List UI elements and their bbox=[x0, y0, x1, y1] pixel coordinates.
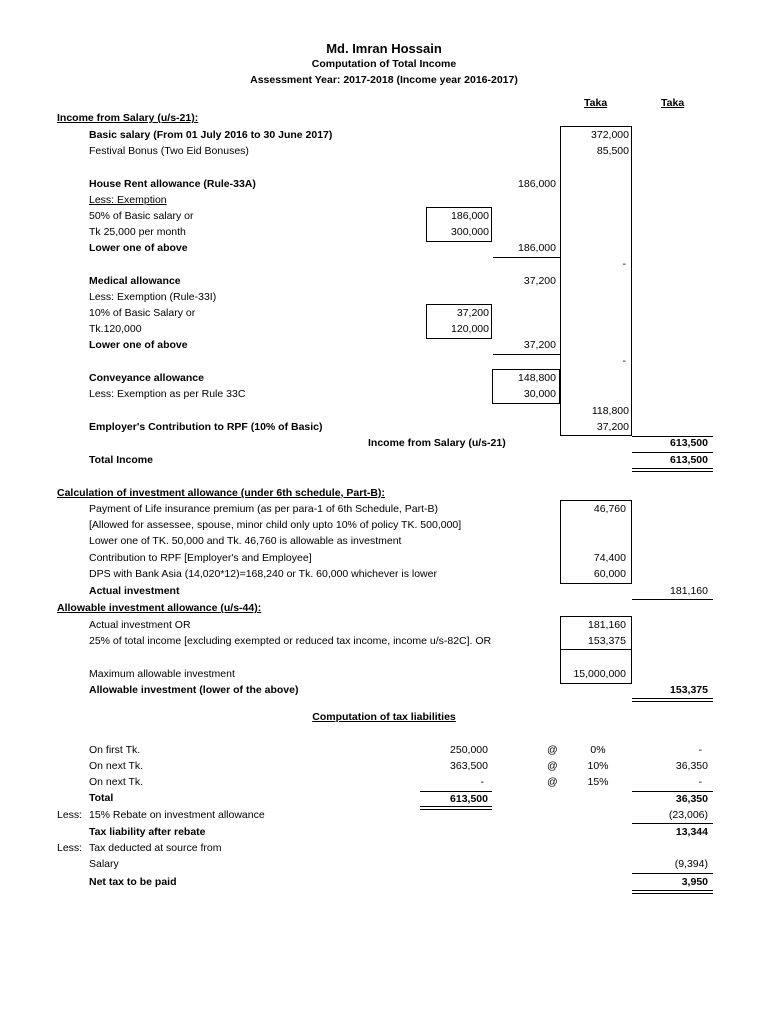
actual-investment-label: Actual investment bbox=[89, 585, 180, 597]
column-header-taka-1: Taka bbox=[584, 97, 608, 109]
employer-rpf-label: Employer's Contribution to RPF (10% of Basic) bbox=[89, 421, 323, 433]
basic-salary-value: 372,000 bbox=[591, 129, 629, 141]
hra-net-value: - bbox=[622, 258, 626, 270]
allowable-heading: Allowable investment allowance (u/s-44): bbox=[57, 602, 262, 614]
tax-total-value: 36,350 bbox=[675, 793, 708, 805]
medical-lower-label: Lower one of above bbox=[89, 339, 188, 351]
hra-label: House Rent allowance (Rule-33A) bbox=[89, 178, 256, 190]
medical-cap-value: 120,000 bbox=[451, 323, 489, 335]
hra-basic-value: 186,000 bbox=[451, 210, 489, 222]
allowable-actual-label: Actual investment OR bbox=[89, 619, 191, 631]
allowable-result-value: 153,375 bbox=[670, 684, 708, 696]
slab-rate: 10% bbox=[587, 760, 609, 772]
conveyance-net-value: 118,800 bbox=[591, 405, 629, 417]
allowable-result-double-underline bbox=[632, 698, 713, 702]
slab-label: On next Tk. bbox=[89, 776, 144, 788]
slab-label: On next Tk. bbox=[89, 760, 144, 772]
medical-pct-value: 37,200 bbox=[456, 307, 489, 319]
column-header-taka-2: Taka bbox=[661, 97, 685, 109]
medical-value: 37,200 bbox=[523, 275, 556, 287]
slab-at: @ bbox=[547, 760, 558, 772]
slab-tax: - bbox=[698, 744, 702, 756]
life-insurance-lower-note: Lower one of TK. 50,000 and Tk. 46,760 is allowable as investment bbox=[89, 535, 402, 547]
slab-tax: - bbox=[698, 776, 702, 788]
slab-rate: 15% bbox=[587, 776, 609, 788]
life-insurance-value: 46,760 bbox=[593, 503, 626, 515]
basic-salary-label: Basic salary (From 01 July 2016 to 30 June 2017) bbox=[89, 129, 333, 141]
income-from-salary-label: Income from Salary (u/s-21) bbox=[368, 437, 506, 449]
festival-bonus-label: Festival Bonus (Two Eid Bonuses) bbox=[89, 145, 249, 157]
allowable-pct-value: 153,375 bbox=[588, 635, 626, 647]
allowable-result-label: Allowable investment (lower of the above) bbox=[89, 684, 299, 696]
medical-pct-label: 10% of Basic Salary or bbox=[89, 307, 196, 319]
conveyance-less-value: 30,000 bbox=[523, 388, 556, 400]
hra-month-value: 300,000 bbox=[451, 226, 489, 238]
allowable-box-divider bbox=[560, 649, 632, 650]
slab-at: @ bbox=[547, 744, 558, 756]
medical-label: Medical allowance bbox=[89, 275, 181, 287]
conveyance-label: Conveyance allowance bbox=[89, 372, 204, 384]
tax-heading: Computation of tax liabilities bbox=[312, 711, 456, 723]
dps-value: 60,000 bbox=[593, 568, 626, 580]
income-from-salary-value: 613,500 bbox=[670, 437, 708, 449]
investment-rpf-value: 74,400 bbox=[593, 552, 626, 564]
hra-month-label: Tk 25,000 per month bbox=[89, 226, 186, 238]
hra-basic-label: 50% of Basic salary or bbox=[89, 210, 194, 222]
max-allowable-label: Maximum allowable investment bbox=[89, 668, 235, 680]
slab-label: On first Tk. bbox=[89, 744, 141, 756]
total-income-topline bbox=[632, 452, 713, 453]
less-label-tds: Less: bbox=[57, 842, 83, 854]
conveyance-less-label: Less: Exemption as per Rule 33C bbox=[89, 388, 246, 400]
slab-amount: 250,000 bbox=[450, 744, 488, 756]
salary-column-box bbox=[560, 126, 632, 436]
hra-less-exemption: Less: Exemption bbox=[89, 194, 167, 206]
less-label-rebate: Less: bbox=[57, 809, 83, 821]
medical-net-value: - bbox=[622, 355, 626, 367]
hra-lower-value: 186,000 bbox=[518, 242, 556, 254]
tax-total-label: Total bbox=[89, 792, 114, 804]
slab-amount-topline bbox=[420, 791, 492, 792]
medical-lower-value: 37,200 bbox=[523, 339, 556, 351]
net-tax-value: 3,950 bbox=[681, 876, 708, 888]
hra-lower-label: Lower one of above bbox=[89, 242, 188, 254]
slab-tax: 36,350 bbox=[675, 760, 708, 772]
tax-total-amount: 613,500 bbox=[450, 793, 488, 805]
hra-value: 186,000 bbox=[518, 178, 556, 190]
tax-after-rebate-label: Tax liability after rebate bbox=[89, 826, 206, 838]
allowable-actual-value: 181,160 bbox=[588, 619, 626, 631]
investment-heading: Calculation of investment allowance (under 6th schedule, Part-B): bbox=[57, 487, 385, 499]
medical-cap-label: Tk.120,000 bbox=[89, 323, 142, 335]
slab-amount: 363,500 bbox=[450, 760, 488, 772]
medical-divider bbox=[493, 354, 560, 355]
allowable-pct-label: 25% of total income [excluding exempted or reduced tax income, income u/s-82C]. OR bbox=[89, 635, 492, 647]
conveyance-value: 148,800 bbox=[518, 372, 556, 384]
tds-underline bbox=[632, 873, 713, 874]
salary-heading: Income from Salary (u/s-21): bbox=[57, 112, 199, 124]
rebate-value: (23,006) bbox=[668, 809, 708, 821]
total-income-value: 613,500 bbox=[670, 454, 708, 466]
total-income-label: Total Income bbox=[89, 454, 153, 466]
slab-amount: - bbox=[480, 776, 484, 788]
net-tax-label: Net tax to be paid bbox=[89, 876, 177, 888]
tds-salary-value: (9,394) bbox=[674, 858, 708, 870]
slab-at: @ bbox=[547, 776, 558, 788]
slab-rate: 0% bbox=[590, 744, 606, 756]
total-income-double-underline bbox=[632, 468, 713, 472]
festival-bonus-value: 85,500 bbox=[596, 145, 629, 157]
assessment-year: Assessment Year: 2017-2018 (Income year 2016-2017) bbox=[250, 74, 518, 86]
tds-label: Tax deducted at source from bbox=[89, 842, 222, 854]
investment-rpf-label: Contribution to RPF [Employer's and Employee] bbox=[89, 552, 312, 564]
life-insurance-label: Payment of Life insurance premium (as per para-1 of 6th Schedule, Part-B) bbox=[89, 503, 439, 515]
medical-less-exemption: Less: Exemption (Rule-33I) bbox=[89, 291, 217, 303]
rebate-label: 15% Rebate on investment allowance bbox=[89, 809, 265, 821]
person-name: Md. Imran Hossain bbox=[326, 41, 442, 56]
tax-total-amount-double-underline bbox=[420, 806, 492, 810]
actual-investment-value: 181,160 bbox=[670, 585, 708, 597]
rebate-underline bbox=[632, 823, 713, 824]
document-title: Computation of Total Income bbox=[311, 58, 457, 70]
life-insurance-note: [Allowed for assessee, spouse, minor child only upto 10% of policy TK. 500,000] bbox=[89, 519, 462, 531]
dps-label: DPS with Bank Asia (14,020*12)=168,240 or Tk. 60,000 whichever is lower bbox=[89, 568, 437, 580]
tax-after-rebate-value: 13,344 bbox=[675, 826, 708, 838]
hra-divider bbox=[493, 257, 560, 258]
tds-salary-label: Salary bbox=[89, 858, 119, 870]
actual-investment-underline bbox=[632, 599, 713, 600]
max-allowable-value: 15,000,000 bbox=[573, 668, 626, 680]
employer-rpf-value: 37,200 bbox=[596, 421, 629, 433]
net-tax-double-underline bbox=[632, 890, 713, 894]
slab-tax-topline bbox=[632, 791, 713, 792]
